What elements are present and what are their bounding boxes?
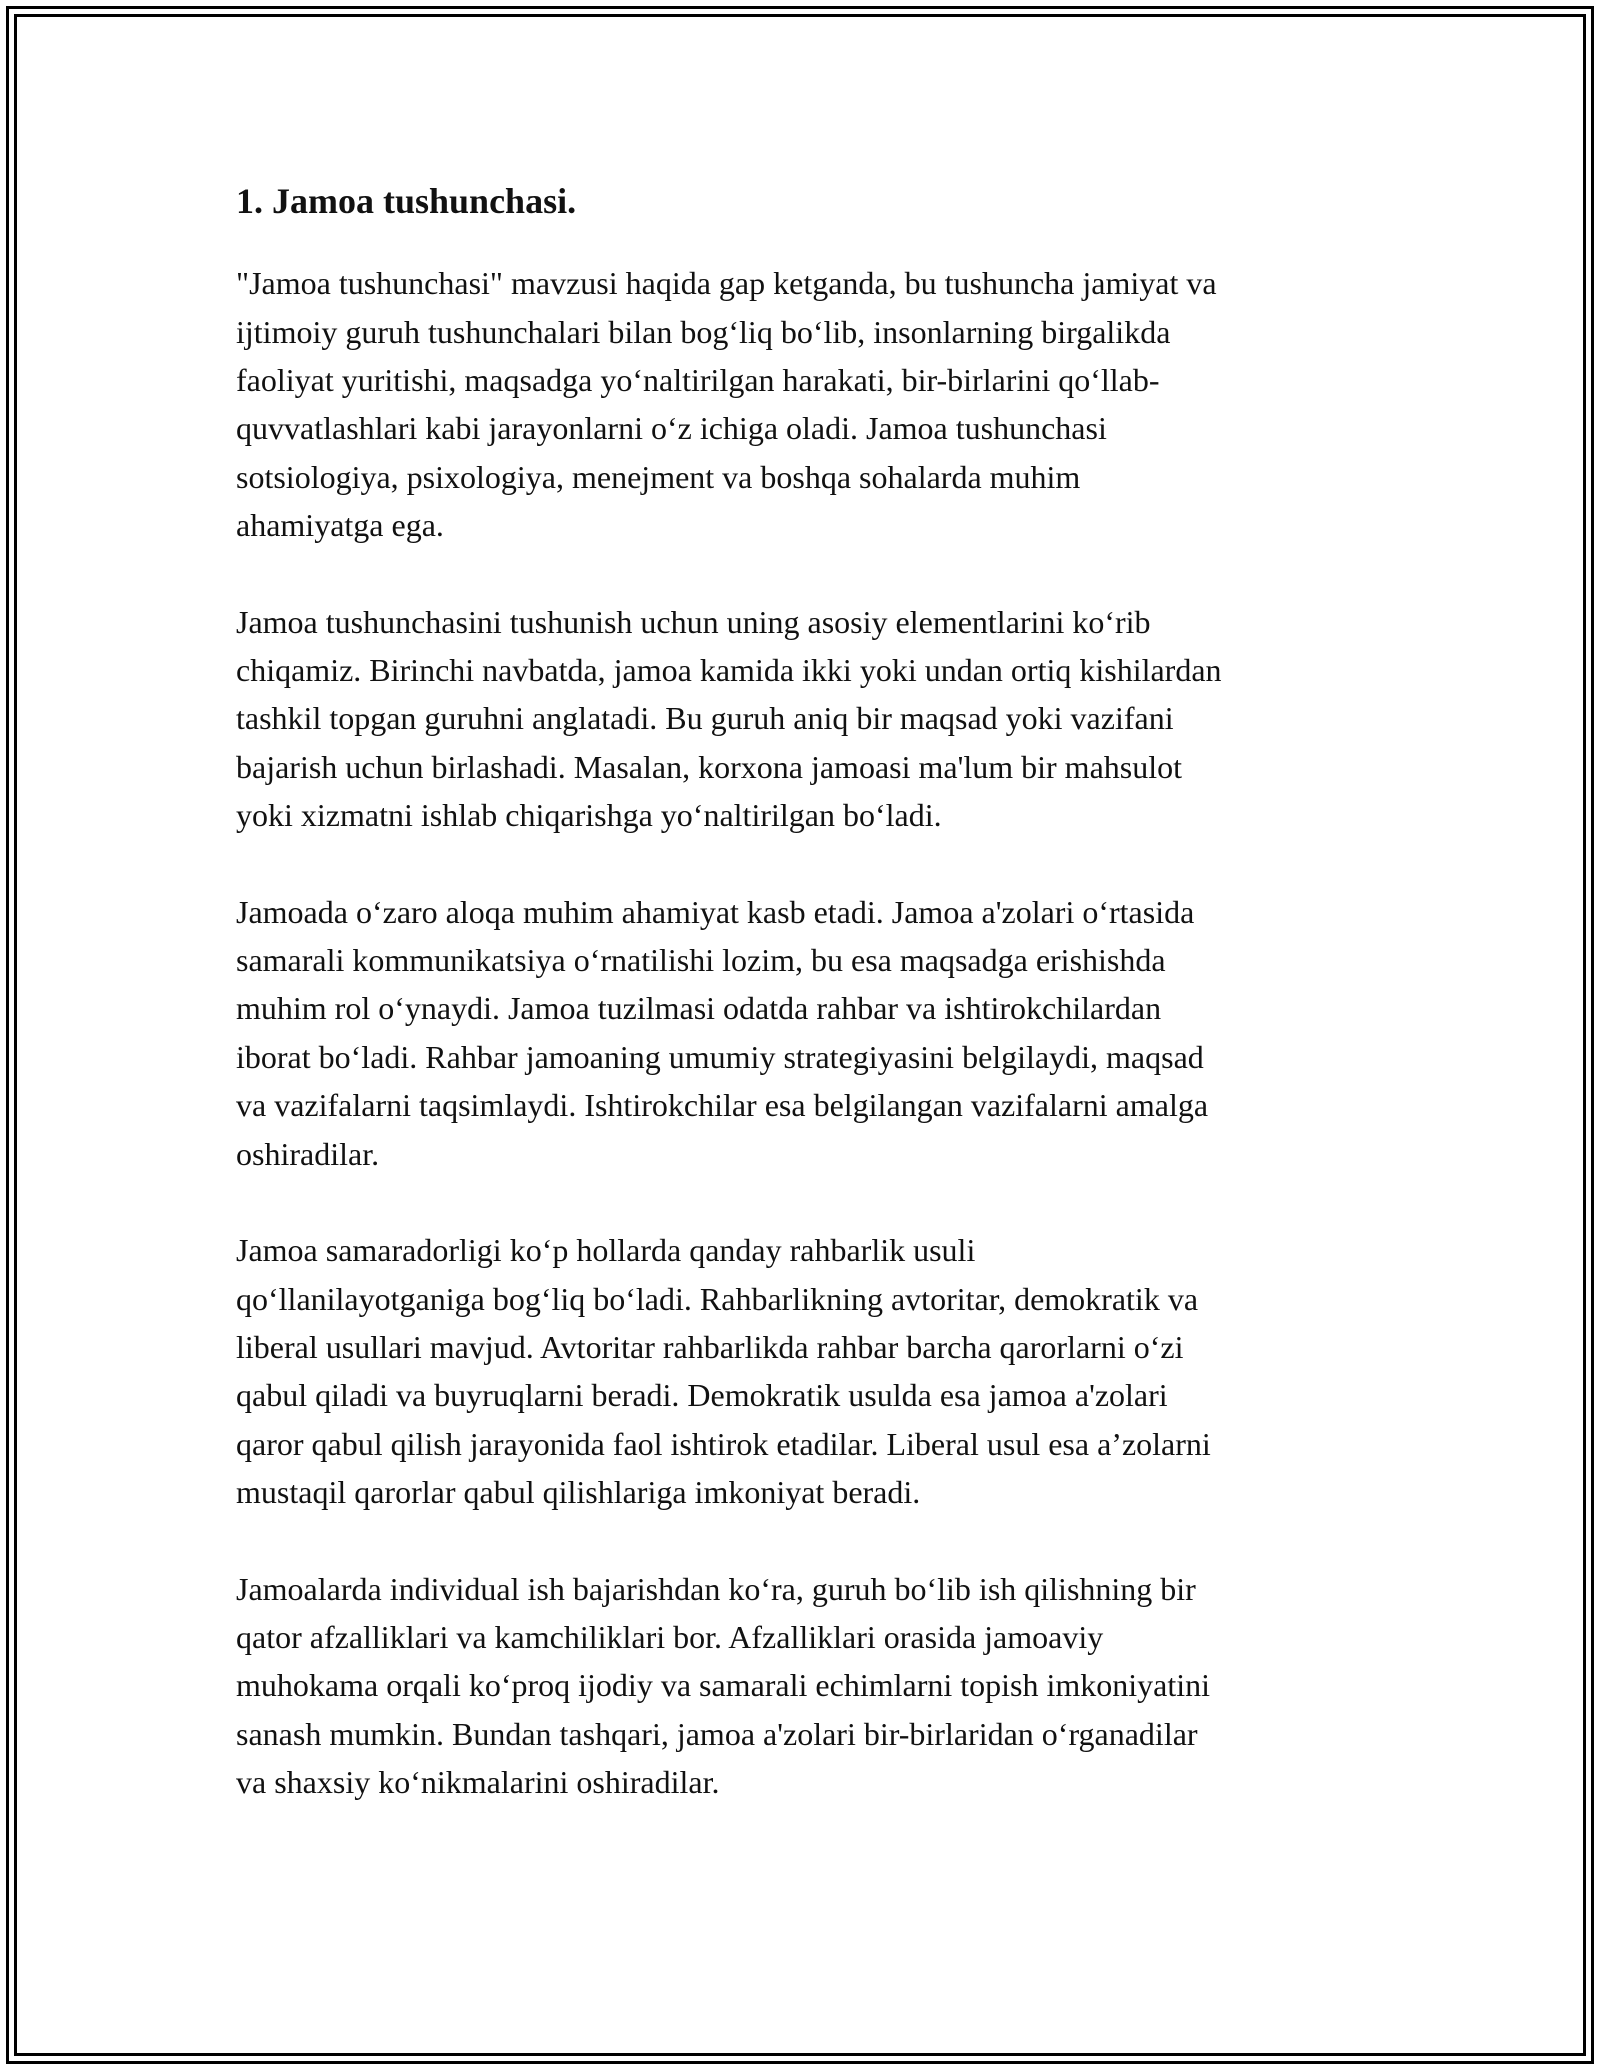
text-line: liberal usullari mavjud. Avtoritar rahbarlikda rahbar barcha qarorlarni o‘zi xyxy=(236,1328,1184,1365)
text-line: qator afzalliklari va kamchiliklari bor. Afzalliklari orasida jamoaviy xyxy=(236,1618,1104,1655)
text-line: tashkil topgan guruhni anglatadi. Bu guruh aniq bir maqsad yoki vazifani xyxy=(236,700,1174,737)
paragraph-2 xyxy=(236,598,1366,840)
text-line: muhokama orqali ko‘proq ijodiy va samarali echimlarni topish imkoniyatini xyxy=(236,1667,1211,1704)
paragraph-4 xyxy=(236,1226,1366,1516)
text-line: bajarish uchun birlashadi. Masalan, korxona jamoasi ma'lum bir mahsulot xyxy=(236,748,1182,785)
text-line: samarali kommunikatsiya o‘rnatilishi lozim, bu esa maqsadga erishishda xyxy=(236,942,1166,979)
text-line: sotsiologiya, psixologiya, menejment va boshqa sohalarda muhim xyxy=(236,458,1081,495)
text-line: yoki xizmatni ishlab chiqarishga yo‘naltirilgan bo‘ladi. xyxy=(236,797,942,834)
text-line: sanash mumkin. Bundan tashqari, jamoa a'zolari bir-birlaridan o‘rganadilar xyxy=(236,1715,1198,1752)
paragraph-5 xyxy=(236,1565,1366,1807)
text-line: muhim rol o‘ynaydi. Jamoa tuzilmasi odatda rahbar va ishtirokchilardan xyxy=(236,990,1162,1027)
paragraph-3 xyxy=(236,888,1366,1178)
text-line: qo‘llanilayotganiga bog‘liq bo‘ladi. Rahbarlikning avtoritar, demokratik va xyxy=(236,1280,1199,1317)
text-line: mustaqil qarorlar qabul qilishlariga imkoniyat beradi. xyxy=(236,1474,921,1511)
paragraph-1 xyxy=(236,259,1366,549)
text-line: ahamiyatga ega. xyxy=(236,507,444,544)
text-line: va shaxsiy ko‘nikmalarini oshiradilar. xyxy=(236,1764,720,1801)
text-line: oshiradilar. xyxy=(236,1135,380,1172)
text-line: "Jamoa tushunchasi" mavzusi haqida gap ketganda, bu tushuncha jamiyat va xyxy=(236,265,1217,302)
text-line: Jamoa samaradorligi ko‘p hollarda qanday rahbarlik usuli xyxy=(236,1232,976,1269)
text-line: va vazifalarni taqsimlaydi. Ishtirokchilar esa belgilangan vazifalarni amalga xyxy=(236,1087,1209,1124)
section-heading: 1. Jamoa tushunchasi. xyxy=(236,181,577,221)
text-line: qabul qiladi va buyruqlarni beradi. Demokratik usulda esa jamoa a'zolari xyxy=(236,1377,1168,1414)
text-line: faoliyat yuritishi, maqsadga yo‘naltirilgan harakati, bir-birlarini qo‘llab- xyxy=(236,362,1160,398)
text-line: Jamoalarda individual ish bajarishdan ko‘ra, guruh bo‘lib ish qilishning bir xyxy=(236,1570,1196,1607)
text-line: iborat bo‘ladi. Rahbar jamoaning umumiy strategiyasini belgilaydi, maqsad xyxy=(236,1038,1204,1075)
text-line: qaror qabul qilish jarayonida faol ishtirok etadilar. Liberal usul esa a’zolarni xyxy=(236,1425,1211,1462)
text-line: Jamoada o‘zaro aloqa muhim ahamiyat kasb etadi. Jamoa a'zolari o‘rtasida xyxy=(236,893,1195,930)
text-line: ijtimoiy guruh tushunchalari bilan bog‘liq bo‘lib, insonlarning birgalikda xyxy=(236,313,1171,350)
document-body xyxy=(236,180,1366,1855)
text-line: chiqamiz. Birinchi navbatda, jamoa kamida ikki yoki undan ortiq kishilardan xyxy=(236,652,1222,689)
text-line: quvvatlashlari kabi jarayonlarni o‘z ichiga oladi. Jamoa tushunchasi xyxy=(236,410,1107,447)
text-line: Jamoa tushunchasini tushunish uchun uning asosiy elementlarini ko‘rib xyxy=(236,603,1151,640)
